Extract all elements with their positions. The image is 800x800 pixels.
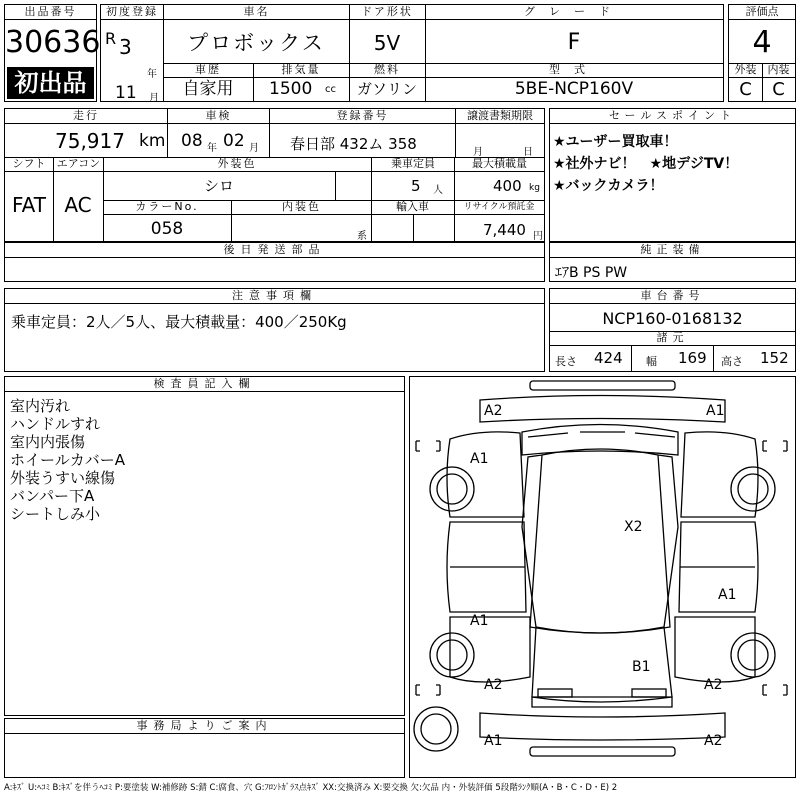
width: 169 (678, 349, 707, 367)
model-code: 5BE-NCP160V (514, 79, 634, 99)
later-parts-label: 後日発送部品 (5, 243, 544, 258)
exterior-label: 外装 (729, 63, 762, 78)
first-reg-label: 初度登録 (101, 5, 163, 20)
lot-number: 30636 (5, 25, 101, 60)
inspector-note: ハンドルすれ (10, 415, 101, 433)
transfer-day-unit: 日 (523, 147, 533, 158)
year-unit: 年 (147, 69, 157, 80)
mileage-label: 走行 (5, 109, 167, 124)
recycle-unit: 円 (533, 231, 543, 242)
caution-text: 乗車定員：2人／5人、最大積載量：400／250Kg (11, 313, 347, 331)
damage-mark: X2 (624, 519, 643, 535)
lot-number-label: 出品番号 (5, 5, 96, 20)
score-box (728, 4, 796, 102)
vehicle-details-box (4, 108, 545, 242)
door-label: ドア形状 (349, 5, 425, 20)
sales-point-line: ★バックカメラ！ (553, 178, 664, 194)
capacity-label: 乗車定員 (371, 157, 454, 172)
chassis-number: NCP160-0168132 (602, 309, 743, 328)
length-label: 長さ (555, 355, 577, 368)
shift-value: FAT (11, 193, 46, 217)
ac-value: AC (64, 193, 92, 217)
history: 自家用 (182, 79, 234, 99)
chassis-box (549, 288, 796, 372)
plate-number: 春日部 432ム 358 (290, 135, 417, 153)
model-label: 型式 (425, 63, 723, 78)
inspection-year: 08 (181, 131, 203, 151)
inspector-note: 室内汚れ (10, 397, 71, 415)
mileage: 75,917 (55, 129, 125, 153)
score: 4 (752, 25, 772, 60)
reg-month: 11 (115, 83, 137, 103)
equipment-label: 純正装備 (550, 243, 795, 258)
transfer-month-unit: 月 (473, 147, 483, 158)
inspector-note: 外装うすい線傷 (10, 469, 116, 487)
height-label: 高さ (721, 355, 743, 368)
fuel: ガソリン (356, 80, 417, 98)
displacement: 1500 (269, 79, 313, 99)
int-color-unit: 系 (357, 231, 367, 242)
month-unit: 月 (149, 93, 159, 104)
ac-label: エアコン (53, 157, 103, 172)
shift-label: シフト (5, 157, 53, 172)
max-load-label: 最大積載量 (454, 157, 544, 172)
damage-mark: A1 (470, 451, 489, 467)
chassis-label: 車台番号 (550, 289, 795, 304)
inspector-note: ホイールカバーA (10, 451, 125, 469)
car-name: プロボックス (187, 31, 325, 55)
vehicle-header-box (100, 4, 724, 102)
era-year: 3 (119, 35, 132, 59)
inspector-note: シートしみ小 (10, 505, 101, 523)
sales-point-line: ★社外ナビ！ ★地デジTV！ (553, 156, 739, 172)
inspector-note: 室内内張傷 (10, 433, 86, 451)
displacement-unit: cc (325, 84, 336, 95)
ext-color: シロ (203, 177, 234, 195)
history-label: 車歴 (163, 63, 253, 78)
inspection-label: 車検 (167, 109, 269, 124)
sales-point-line: ★ユーザー買取車！ (553, 134, 678, 150)
damage-mark: A1 (470, 613, 489, 629)
first-listing-badge: 初出品 (7, 67, 94, 99)
sales-points-box (549, 108, 796, 242)
plate-label: 登録番号 (269, 109, 455, 124)
damage-mark: A2 (484, 677, 503, 693)
capacity-unit: 人 (433, 185, 443, 196)
max-load-unit: kg (529, 183, 540, 193)
int-color-label: 内装色 (231, 200, 371, 215)
equipment-list: ｴｱB PS PW (555, 265, 628, 281)
damage-mark: A2 (704, 677, 723, 693)
caution-label: 注意事項欄 (5, 289, 544, 304)
max-load: 400 (493, 177, 522, 195)
inspector-note: バンパー下A (10, 487, 95, 505)
sales-points-label: セールスポイント (550, 109, 795, 124)
inspection-month: 02 (223, 131, 245, 151)
mileage-unit: km (139, 131, 166, 151)
damage-diagram (409, 376, 796, 778)
interior-label: 内装 (762, 63, 795, 78)
damage-mark: A2 (704, 733, 723, 749)
interior-score: C (772, 79, 785, 100)
ext-color-label: 外装色 (103, 157, 371, 172)
recycle-label: リサイクル預託金 (454, 200, 544, 215)
inspection-month-unit: 月 (249, 143, 259, 154)
length: 424 (594, 349, 623, 367)
damage-mark: A1 (484, 733, 503, 749)
height: 152 (760, 349, 789, 367)
inspection-year-unit: 年 (207, 143, 217, 154)
grade: F (567, 30, 581, 55)
damage-mark: A1 (706, 403, 725, 419)
damage-mark: A1 (718, 587, 737, 603)
damage-mark: A2 (484, 403, 503, 419)
damage-mark: B1 (632, 659, 651, 675)
later-parts-box (4, 242, 545, 282)
displacement-label: 排気量 (253, 63, 349, 78)
damage-legend: A:ｷｽﾞ U:ﾍｺﾐ B:ｷｽﾞを伴うﾍｺﾐ P:要塗装 W:補修跡 S:錆 C:腐食、穴 G:ﾌﾛﾝﾄｶﾞﾗｽ点ｷｽﾞ XX:交換済み X:要交換 欠:欠品 内・外装評価 5段階ﾗﾝｸ順(A・B・C・D・E) 2 (4, 783, 618, 793)
recycle-fee: 7,440 (483, 221, 526, 239)
inspector-label: 検査員記入欄 (5, 377, 404, 392)
inspector-box (4, 376, 405, 716)
grade-label: グレード (425, 5, 723, 20)
era: R (105, 29, 117, 48)
car-outline-diagram (410, 377, 795, 777)
car-name-label: 車名 (163, 5, 349, 20)
door-type: 5V (373, 31, 401, 55)
equipment-box (549, 242, 796, 282)
fuel-label: 燃料 (349, 63, 425, 78)
color-no-label: カラーNo. (103, 200, 231, 215)
color-no: 058 (150, 219, 184, 239)
specs-label: 諸元 (550, 331, 795, 346)
lot-number-box (4, 4, 101, 102)
exterior-score: C (739, 79, 752, 100)
caution-box (4, 288, 545, 372)
width-label: 幅 (646, 355, 657, 368)
transfer-label: 譲渡書類期限 (455, 109, 544, 124)
office-label: 事務局よりご案内 (5, 719, 404, 734)
office-box (4, 718, 405, 778)
score-label: 評価点 (729, 5, 795, 20)
capacity: 5 (411, 177, 421, 195)
import-label: 輸入車 (371, 200, 454, 215)
